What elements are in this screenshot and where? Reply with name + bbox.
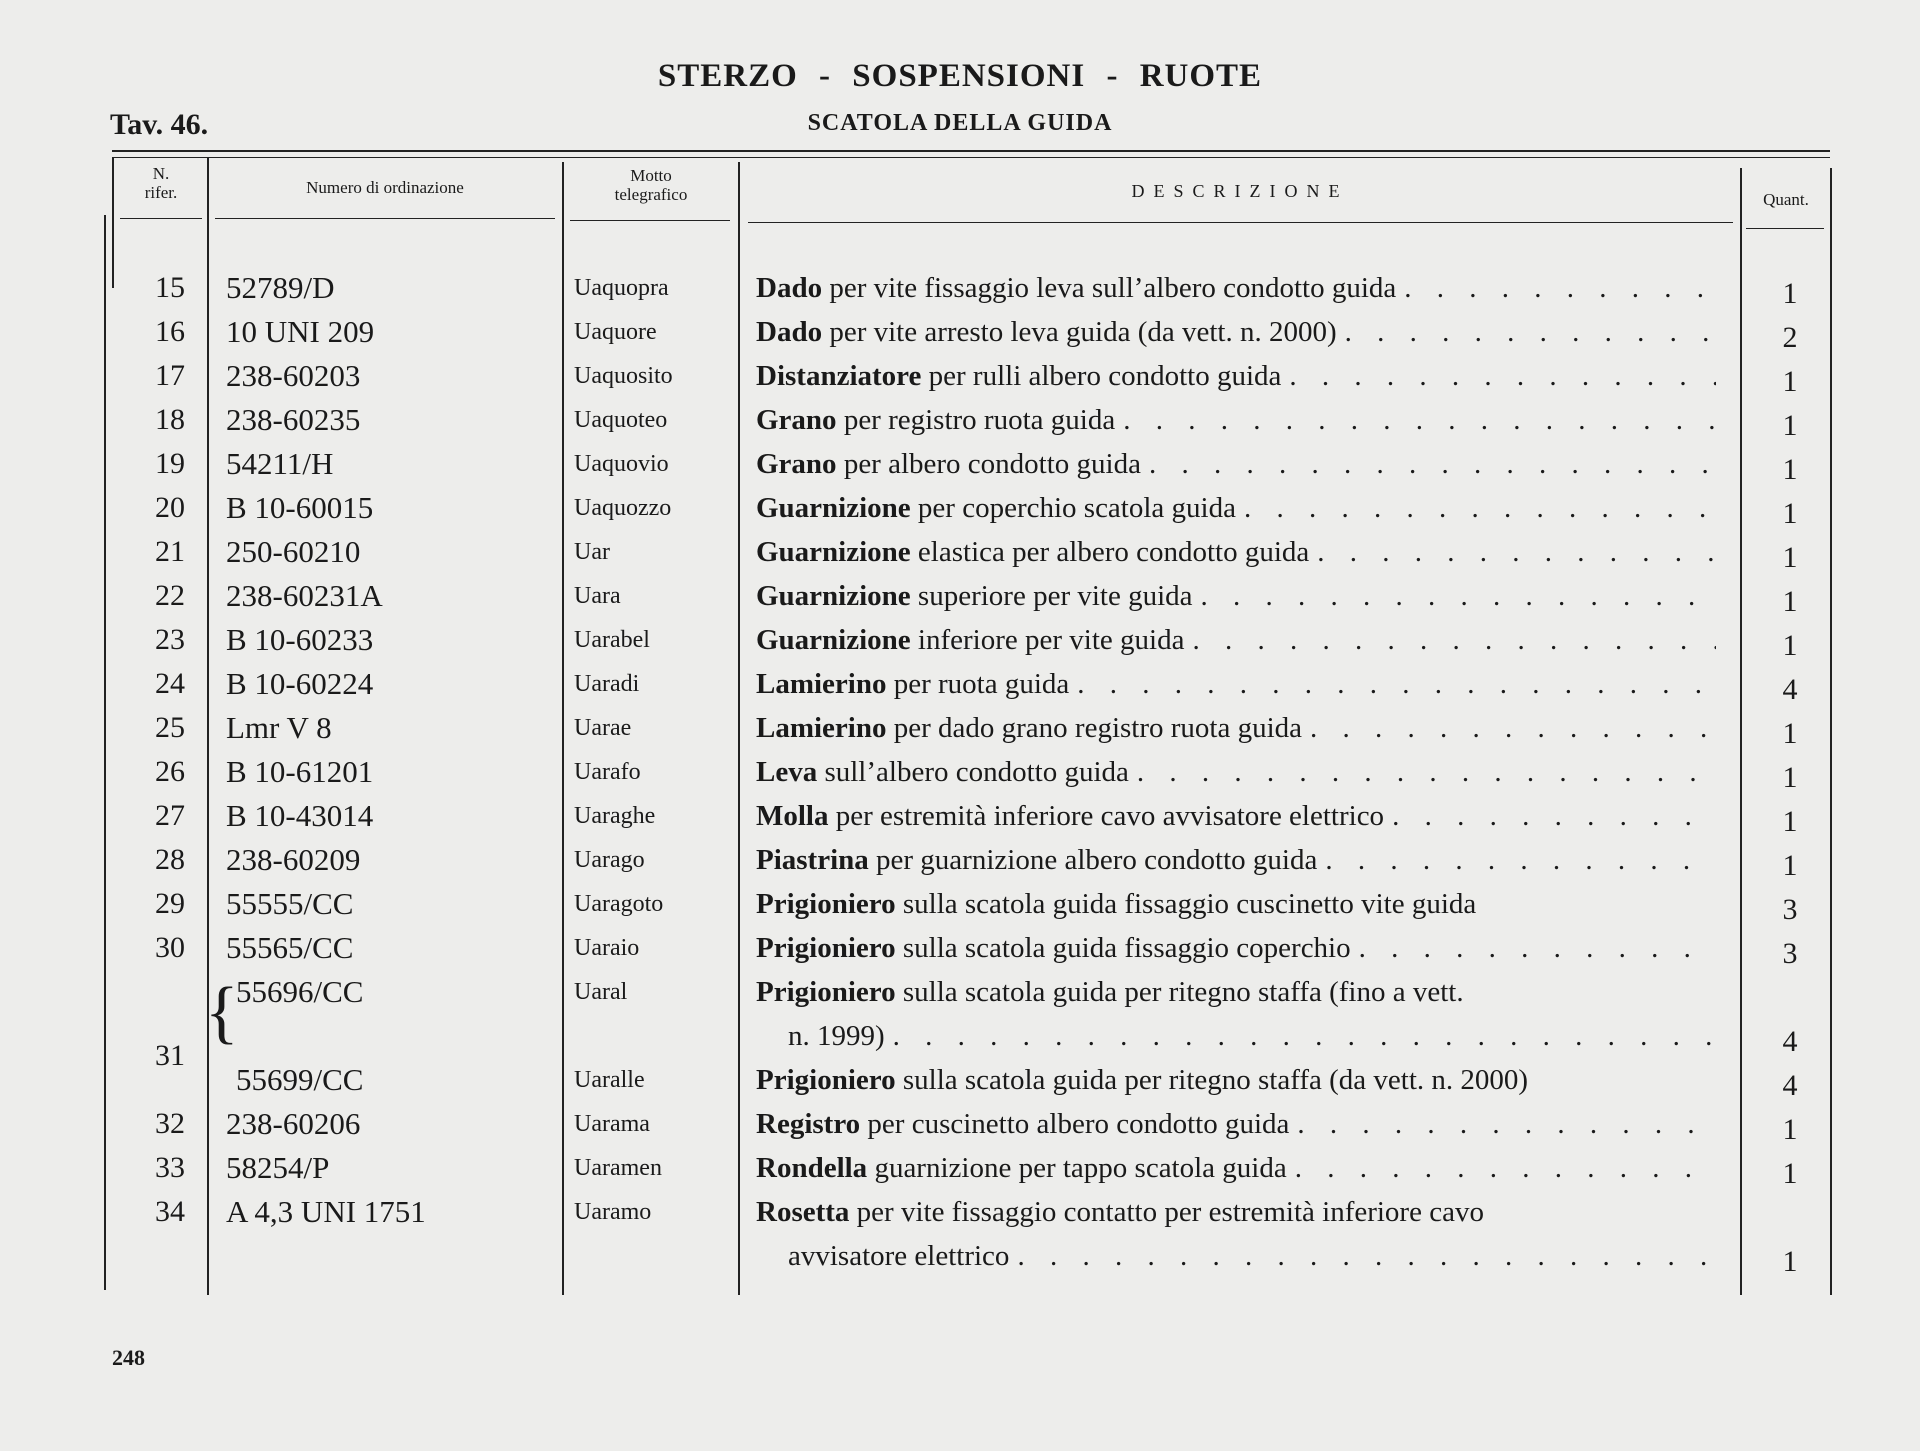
leader-dots xyxy=(1287,1146,1716,1190)
row-desc-bold: Leva xyxy=(756,756,818,788)
page-title xyxy=(0,58,1920,95)
row-desc-text: per rulli albero condotto guida xyxy=(921,360,1282,392)
row-desc-text: sulla scatola guida fissaggio cuscinetto vite guida xyxy=(895,888,1477,920)
row-desc-text: sulla scatola guida fissaggio coperchio xyxy=(895,932,1351,964)
row-desc-bold: Guarnizione xyxy=(756,536,911,568)
table-row xyxy=(0,574,1920,618)
row-code: B 10-60233 xyxy=(226,622,374,657)
row-tele: Uaraio xyxy=(574,935,640,961)
row-desc-bold: Registro xyxy=(756,1108,861,1140)
row-code: 238-60235 xyxy=(226,402,361,437)
top-rule-thin xyxy=(112,157,1830,158)
row-desc xyxy=(756,442,1716,486)
row-qty: 1 xyxy=(1782,1245,1798,1278)
row-code: 238-60231A xyxy=(226,578,383,613)
row-qty: 1 xyxy=(1782,541,1798,574)
title-separator: - xyxy=(819,58,832,94)
leader-dots xyxy=(1289,1102,1716,1146)
row-desc-bold: Dado xyxy=(756,316,823,348)
row-qty: 4 xyxy=(1782,673,1798,706)
table-row xyxy=(0,970,1920,1014)
leader-dots xyxy=(1302,706,1716,750)
table-row xyxy=(0,486,1920,530)
row-ref: 24 xyxy=(155,667,185,700)
row-ref: 16 xyxy=(155,315,185,348)
row-ref: 20 xyxy=(155,491,185,524)
row-qty: 1 xyxy=(1782,717,1798,750)
row-desc-bold: Piastrina xyxy=(756,844,869,876)
header-underline xyxy=(570,220,730,221)
row-code: 58254/P xyxy=(226,1150,330,1185)
row-desc-text: per coperchio scatola guida xyxy=(910,492,1236,524)
row-desc-bold: Guarnizione xyxy=(756,580,911,612)
row-desc-text: per vite fissaggio leva sull’albero condotto guida xyxy=(822,272,1397,304)
header-desc: DESCRIZIONE xyxy=(1131,181,1349,201)
leader-dots xyxy=(1396,266,1716,310)
row-tele: Uarago xyxy=(574,847,645,873)
row-desc xyxy=(756,574,1716,618)
header-underline xyxy=(748,222,1733,223)
row-tele: Uaral xyxy=(574,979,628,1005)
leader-dots xyxy=(1384,794,1716,838)
row-desc-bold: Dado xyxy=(756,272,823,304)
row-desc-text: per registro ruota guida xyxy=(836,404,1116,436)
row-code: B 10-61201 xyxy=(226,754,374,789)
row-tele: Uara xyxy=(574,583,621,609)
row-desc-bold: Guarnizione xyxy=(756,492,911,524)
row-qty: 1 xyxy=(1782,497,1798,530)
title-separator: - xyxy=(1106,58,1119,94)
row-desc-bold: Rosetta xyxy=(756,1196,850,1228)
row-ref: 34 xyxy=(155,1195,185,1228)
row-tele: Uaquore xyxy=(574,319,657,345)
row-desc-text: per guarnizione albero condotto guida xyxy=(868,844,1318,876)
row-ref: 17 xyxy=(155,359,185,392)
table-row xyxy=(0,310,1920,354)
header-code: Numero di ordinazione xyxy=(306,178,464,197)
table-row xyxy=(0,266,1920,310)
row-desc-bold: Guarnizione xyxy=(756,624,911,656)
row-desc-bold: Lamierino xyxy=(756,668,887,700)
row-ref: 15 xyxy=(155,271,185,304)
row-desc-cont: avvisatore elettrico xyxy=(788,1240,1010,1272)
row-code: A 4,3 UNI 1751 xyxy=(226,1194,426,1229)
row-desc-bold: Distanziatore xyxy=(756,360,922,392)
table-row xyxy=(0,618,1920,662)
row-desc xyxy=(756,706,1716,750)
row-desc xyxy=(756,1190,1716,1234)
row-qty: 4 xyxy=(1782,1025,1798,1058)
row-desc xyxy=(756,882,1716,926)
row-ref: 28 xyxy=(155,843,185,876)
row-desc xyxy=(756,354,1716,398)
row-desc-bold: Prigioniero xyxy=(756,1064,896,1096)
leader-dots xyxy=(1141,442,1716,486)
row-ref: 32 xyxy=(155,1107,185,1140)
row-desc xyxy=(756,266,1716,310)
row-ref: 19 xyxy=(155,447,185,480)
row-desc-text: sulla scatola guida per ritegno staffa (da vett. n. 2000) xyxy=(895,1064,1529,1096)
leader-dots xyxy=(1184,618,1716,662)
row-qty: 1 xyxy=(1782,277,1798,310)
table-row xyxy=(0,1058,1920,1102)
row-desc xyxy=(756,398,1716,442)
top-rule xyxy=(112,150,1830,152)
page-number: 248 xyxy=(112,1345,145,1370)
row-desc xyxy=(756,486,1716,530)
row-desc-text: sull’albero condotto guida xyxy=(817,756,1129,788)
table-row xyxy=(0,838,1920,882)
row-code: 250-60210 xyxy=(226,534,361,569)
table-row xyxy=(0,442,1920,486)
row-tele: Uaquopra xyxy=(574,275,669,301)
row-qty: 1 xyxy=(1782,849,1798,882)
row-code: Lmr V 8 xyxy=(226,710,332,745)
row-desc-text: inferiore per vite guida xyxy=(910,624,1185,656)
row-desc xyxy=(788,1014,1716,1058)
row-desc-text: per cuscinetto albero condotto guida xyxy=(860,1108,1290,1140)
row-ref: 30 xyxy=(155,931,185,964)
row-code: B 10-60015 xyxy=(226,490,374,525)
leader-dots xyxy=(1115,398,1716,442)
row-desc-bold: Molla xyxy=(756,800,829,832)
title-part: SOSPENSIONI xyxy=(852,58,1086,94)
row-code: 238-60209 xyxy=(226,842,361,877)
row-qty: 1 xyxy=(1782,409,1798,442)
header-underline xyxy=(215,218,555,219)
row-desc xyxy=(756,618,1716,662)
row-qty: 1 xyxy=(1782,1157,1798,1190)
title-part: STERZO xyxy=(657,58,798,94)
row-code: 10 UNI 209 xyxy=(226,314,375,349)
row-qty: 1 xyxy=(1782,805,1798,838)
row-desc-text: per estremità inferiore cavo avvisatore elettrico xyxy=(828,800,1385,832)
row-desc-text: superiore per vite guida xyxy=(910,580,1193,612)
table-label: Tav. 46. xyxy=(110,108,209,141)
row-desc xyxy=(788,1234,1716,1278)
row-qty: 2 xyxy=(1782,321,1798,354)
row-ref: 25 xyxy=(155,711,185,744)
row-desc-bold: Lamierino xyxy=(756,712,887,744)
leader-dots xyxy=(1236,486,1716,530)
row-desc-text: per albero condotto guida xyxy=(836,448,1141,480)
header-qty: Quant. xyxy=(1763,190,1809,209)
row-desc xyxy=(756,926,1716,970)
table-row xyxy=(0,398,1920,442)
table-row xyxy=(0,1190,1920,1234)
row-desc xyxy=(756,530,1716,574)
row-qty: 1 xyxy=(1782,365,1798,398)
leader-dots xyxy=(1337,310,1716,354)
row-desc xyxy=(756,310,1716,354)
page-subtitle: SCATOLA DELLA GUIDA xyxy=(807,110,1113,136)
row-code: 52789/D xyxy=(226,270,335,305)
row-desc xyxy=(756,794,1716,838)
row-desc xyxy=(756,662,1716,706)
row-code: 55565/CC xyxy=(226,930,354,965)
row-ref: 18 xyxy=(155,403,185,436)
leader-dots xyxy=(1351,926,1716,970)
table-row xyxy=(0,1014,1920,1072)
row-desc-text: per vite fissaggio contatto per estremità inferiore cavo xyxy=(849,1196,1484,1228)
row-tele: Uaradi xyxy=(574,671,640,697)
title-part: RUOTE xyxy=(1139,58,1263,94)
leader-dots xyxy=(1069,662,1716,706)
row-desc-bold: Grano xyxy=(756,448,837,480)
row-code: B 10-43014 xyxy=(226,798,374,833)
leader-dots xyxy=(1193,574,1716,618)
row-desc-text: per ruota guida xyxy=(886,668,1070,700)
header-ref-line1: N. xyxy=(152,164,170,183)
row-qty: 3 xyxy=(1782,937,1798,970)
row-desc-text: per dado grano registro ruota guida xyxy=(886,712,1303,744)
leader-dots xyxy=(1309,530,1716,574)
row-tele: Uaramen xyxy=(574,1155,662,1181)
row-desc xyxy=(756,970,1716,1014)
table-row xyxy=(0,926,1920,970)
row-tele: Uarama xyxy=(574,1111,650,1137)
row-tele: Uarabel xyxy=(574,627,650,653)
row-qty: 4 xyxy=(1782,1069,1798,1102)
row-qty: 3 xyxy=(1782,893,1798,926)
row-desc-cont: n. 1999) xyxy=(788,1020,885,1052)
row-desc-bold: Grano xyxy=(756,404,837,436)
leader-dots xyxy=(1009,1234,1716,1278)
row-ref: 29 xyxy=(155,887,185,920)
header-tele-line2: telegrafico xyxy=(614,185,688,204)
row-code: 55696/CC xyxy=(236,974,364,1009)
row-tele: Uaralle xyxy=(574,1067,645,1093)
row-desc-bold: Prigioniero xyxy=(756,932,896,964)
row-ref: 31 xyxy=(155,1039,185,1072)
table-row xyxy=(0,354,1920,398)
table-row xyxy=(0,794,1920,838)
header-tele xyxy=(566,166,736,204)
row-code: B 10-60224 xyxy=(226,666,374,701)
row-tele: Uaquoteo xyxy=(574,407,668,433)
row-qty: 1 xyxy=(1782,585,1798,618)
row-qty: 1 xyxy=(1782,1113,1798,1146)
table-row xyxy=(0,530,1920,574)
leader-dots xyxy=(1281,354,1716,398)
row-tele: Uaquovio xyxy=(574,451,669,477)
row-desc xyxy=(756,1146,1716,1190)
row-tele: Uarae xyxy=(574,715,632,741)
row-desc xyxy=(756,750,1716,794)
row-tele: Uaramo xyxy=(574,1199,652,1225)
row-tele: Uaraghe xyxy=(574,803,656,829)
row-code: 238-60206 xyxy=(226,1106,361,1141)
row-desc xyxy=(756,1102,1716,1146)
table-row xyxy=(0,1146,1920,1190)
brace-symbol: { xyxy=(205,974,239,1051)
row-ref: 22 xyxy=(155,579,185,612)
row-tele: Uaquosito xyxy=(574,363,673,389)
row-desc-bold: Prigioniero xyxy=(756,976,896,1008)
row-desc-text: sulla scatola guida per ritegno staffa (fino a vett. xyxy=(895,976,1464,1008)
row-desc-text: elastica per albero condotto guida xyxy=(910,536,1310,568)
leader-dots xyxy=(1317,838,1716,882)
leader-dots xyxy=(1129,750,1716,794)
row-code: 55555/CC xyxy=(226,886,354,921)
header-underline xyxy=(120,218,202,219)
row-qty: 1 xyxy=(1782,761,1798,794)
row-ref: 33 xyxy=(155,1151,185,1184)
table-row xyxy=(0,750,1920,794)
table-row xyxy=(0,706,1920,750)
header-ref xyxy=(118,164,204,202)
row-code: 54211/H xyxy=(226,446,334,481)
row-tele: Uarafo xyxy=(574,759,641,785)
row-qty: 1 xyxy=(1782,453,1798,486)
header-underline xyxy=(1746,228,1824,229)
row-tele: Uaragoto xyxy=(574,891,664,917)
row-desc xyxy=(756,1058,1716,1102)
row-code: 238-60203 xyxy=(226,358,361,393)
row-ref: 26 xyxy=(155,755,185,788)
row-desc xyxy=(756,838,1716,882)
table-row xyxy=(0,1234,1920,1278)
table-row xyxy=(0,882,1920,926)
header-tele-line1: Motto xyxy=(630,166,672,185)
row-qty: 1 xyxy=(1782,629,1798,662)
row-tele: Uaquozzo xyxy=(574,495,672,521)
header-ref-line2: rifer. xyxy=(144,183,178,202)
row-desc-text: per vite arresto leva guida (da vett. n. 2000) xyxy=(822,316,1337,348)
row-tele: Uar xyxy=(574,539,610,565)
table-row xyxy=(0,662,1920,706)
row-desc-bold: Prigioniero xyxy=(756,888,896,920)
row-ref: 23 xyxy=(155,623,185,656)
table-row xyxy=(0,1102,1920,1146)
row-ref: 27 xyxy=(155,799,185,832)
leader-dots xyxy=(885,1014,1716,1058)
row-desc-text: guarnizione per tappo scatola guida xyxy=(867,1152,1287,1184)
row-code: 55699/CC xyxy=(236,1062,364,1097)
row-ref: 21 xyxy=(155,535,185,568)
row-desc-bold: Rondella xyxy=(756,1152,868,1184)
